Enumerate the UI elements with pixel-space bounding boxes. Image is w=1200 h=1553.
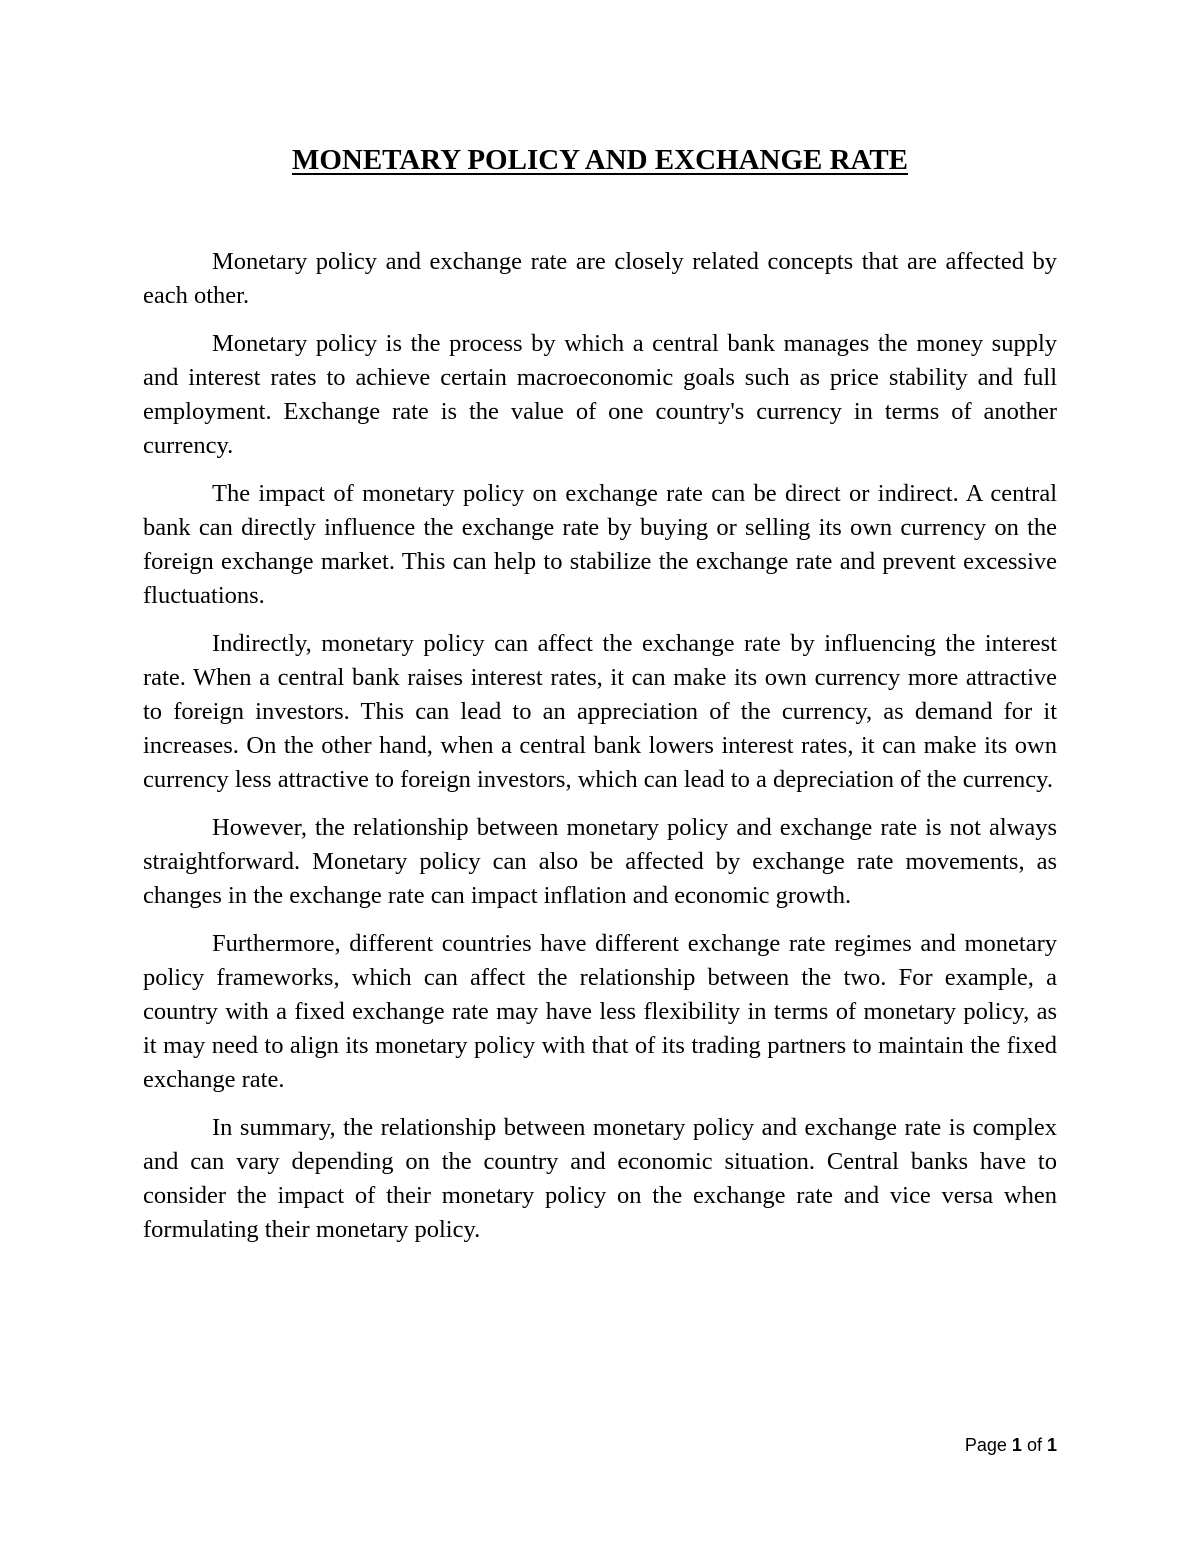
paragraph-5: However, the relationship between monetary policy and exchange rate is not always straightforward. Monetary policy can also be affected by exchange rate movements, as changes in the exchange rate can impact inflation and economic growth.	[143, 814, 1057, 909]
of-word: of	[1026, 1435, 1042, 1455]
paragraph-1: Monetary policy and exchange rate are closely related concepts that are affected by each other.	[143, 248, 1057, 309]
paragraph-3: The impact of monetary policy on exchange rate can be direct or indirect. A central bank can directly influence the exchange rate by buying or selling its own currency on the foreign exchange market. This can help to stabilize the exchange rate and prevent excessive fluctuations.	[143, 480, 1057, 609]
current-page-number: 1	[1011, 1435, 1022, 1455]
paragraph-4: Indirectly, monetary policy can affect the exchange rate by influencing the interest rate. When a central bank raises interest rates, it can make its own currency more attractive to foreign investors. This can lead to an appreciation of the currency, as demand for it increases. On the other hand, when a central bank lowers interest rates, it can make its own currency less attractive to foreign investors, which can lead to a depreciation of the currency.	[143, 630, 1057, 793]
paragraph-6: Furthermore, different countries have different exchange rate regimes and monetary policy frameworks, which can affect the relationship between the two. For example, a country with a fixed exchange rate may have less flexibility in terms of monetary policy, as it may need to align its monetary policy with that of its trading partners to maintain the fixed exchange rate.	[143, 930, 1057, 1093]
document-body	[143, 245, 1057, 1261]
total-pages-number: 1	[1046, 1435, 1057, 1455]
document-title: MONETARY POLICY AND EXCHANGE RATE	[291, 144, 909, 176]
paragraph-7: In summary, the relationship between monetary policy and exchange rate is complex and can vary depending on the country and economic situation. Central banks have to consider the impact of their monetary policy on the exchange rate and vice versa when formulating their monetary policy.	[143, 1114, 1057, 1243]
paragraph-2: Monetary policy is the process by which a central bank manages the money supply and interest rates to achieve certain macroeconomic goals such as price stability and full employment. Exchange rate is the value of one country's currency in terms of another currency.	[143, 330, 1057, 459]
page-word: Page	[964, 1435, 1007, 1455]
page-number-footer	[965, 1432, 1057, 1458]
